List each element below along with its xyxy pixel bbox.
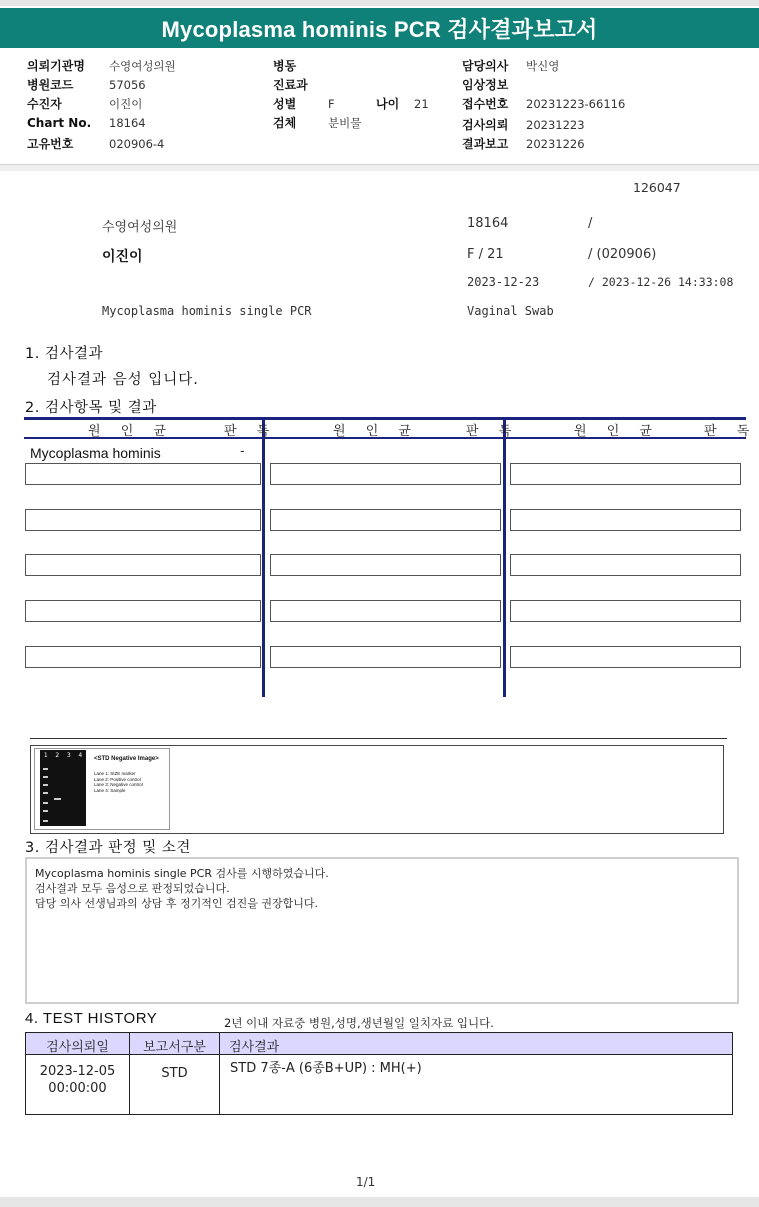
ladder-band	[43, 768, 48, 770]
header-label: 접수번호	[462, 97, 509, 111]
result-box	[270, 509, 501, 531]
info-slash: /	[588, 216, 593, 231]
result-box	[270, 463, 501, 485]
gel-legend-item: Lane 1: SIZE marker	[94, 771, 136, 776]
history-type: STD	[161, 1066, 188, 1081]
result-box	[510, 554, 741, 576]
col-header-pathogen-3: 원 인 균	[574, 424, 660, 439]
header-label: 고유번호	[27, 137, 74, 151]
gel-photo	[40, 750, 86, 826]
info-birth: / (020906)	[588, 247, 657, 262]
gel-top-rule	[30, 738, 727, 739]
age-value: 21	[414, 97, 429, 111]
result-box	[25, 600, 261, 622]
result-box	[25, 463, 261, 485]
table-col-divider-1	[262, 417, 265, 697]
section-4-title: 4. TEST HISTORY	[25, 1010, 158, 1027]
header-value: 이진이	[109, 97, 143, 111]
col-header-result-2: 판 독	[466, 424, 520, 439]
history-header-type: 보고서구분	[143, 1040, 206, 1055]
section-3-title: 3. 검사결과 판정 및 소견	[25, 840, 191, 856]
header-label: 수진자	[27, 97, 62, 111]
lane-number: 4	[78, 752, 83, 759]
result-box	[25, 646, 261, 668]
lane-number: 2	[55, 752, 60, 759]
opinion-line: 담당 의사 선생님과의 상담 후 정기적인 검진을 권장합니다.	[35, 897, 318, 910]
history-header-result: 검사결과	[229, 1040, 280, 1055]
info-test-name: Mycoplasma hominis single PCR	[102, 304, 312, 318]
age-label: 나이	[376, 97, 400, 111]
header-value: 박신영	[526, 59, 560, 73]
history-col-divider	[219, 1033, 220, 1114]
table-col-divider-2	[503, 417, 506, 697]
result-box	[510, 463, 741, 485]
col-header-result-1: 판 독	[224, 424, 278, 439]
lane-number: 1	[43, 752, 48, 759]
ladder-band	[43, 820, 48, 822]
info-patient-name: 이진이	[102, 249, 143, 265]
result-box	[25, 554, 261, 576]
gel-legend-item: Lane 2: Positive control	[94, 776, 141, 782]
header-label: 병원코드	[27, 78, 74, 92]
col-header-pathogen-2: 원 인 균	[333, 424, 419, 439]
col-header-pathogen-1: 원 인 균	[88, 424, 174, 439]
top-strip	[0, 0, 759, 6]
header-label: 병동	[273, 59, 297, 73]
header-value: 20231223-66116	[526, 97, 626, 111]
opinion-line: Mycoplasma hominis single PCR 검사를 시행하였습니다.	[35, 867, 329, 880]
info-request-date: 2023-12-23	[467, 275, 540, 289]
ladder-band	[43, 784, 48, 786]
header-value: 57056	[109, 78, 146, 92]
info-clinic: 수영여성의원	[102, 220, 178, 235]
info-specimen: Vaginal Swab	[467, 304, 554, 318]
page-number: 1/1	[356, 1175, 376, 1189]
header-col-2	[273, 57, 429, 133]
header-value: 20231223	[526, 118, 585, 132]
section-1-title: 1. 검사결과	[25, 346, 103, 362]
header-label: Chart No.	[27, 116, 92, 130]
header-col-1	[27, 57, 176, 154]
ladder-band	[43, 802, 48, 804]
result-box	[270, 600, 501, 622]
result-box	[270, 646, 501, 668]
gel-legend-item: Lane 4: Sample	[94, 787, 126, 793]
history-header-date: 검사의뢰일	[46, 1040, 109, 1055]
ladder-band	[43, 810, 48, 812]
report-title: Mycoplasma hominis PCR 검사결과보고서	[0, 8, 759, 48]
header-value: 020906-4	[109, 137, 165, 151]
opinion-line: 검사결과 모두 음성으로 판정되었습니다.	[35, 882, 230, 895]
info-sex-age: F / 21	[467, 247, 504, 262]
lane-number: 3	[66, 752, 71, 759]
gel-legend-item: Lane 3: Negative control	[94, 782, 143, 787]
pathogen-name: Mycoplasma hominis	[30, 445, 161, 461]
positive-band	[54, 798, 61, 800]
header-label: 의뢰기관명	[27, 59, 85, 73]
opinion-box	[25, 857, 739, 1004]
report-number: 126047	[633, 180, 681, 195]
header-value: 분비물	[328, 116, 362, 130]
header-value: 수영여성의원	[109, 59, 176, 73]
result-box	[270, 554, 501, 576]
header-value: 20231226	[526, 137, 585, 151]
history-result: STD 7종-A (6종B+UP) : MH(+)	[230, 1061, 422, 1076]
ladder-band	[43, 792, 48, 794]
gel-legend	[94, 771, 143, 793]
result-box	[510, 646, 741, 668]
info-report-datetime: / 2023-12-26 14:33:08	[588, 275, 734, 289]
col-header-result-3: 판 독	[704, 424, 758, 439]
header-divider-shade	[0, 165, 759, 171]
header-label: 담당의사	[462, 59, 509, 73]
gel-lane-numbers	[40, 752, 86, 759]
history-date: 2023-12-05	[39, 1064, 116, 1079]
ladder-band	[43, 776, 48, 778]
header-label: 임상정보	[462, 78, 509, 92]
section-2-title: 2. 검사항목 및 결과	[25, 400, 157, 416]
result-box	[25, 509, 261, 531]
header-label: 검사의뢰	[462, 118, 509, 132]
header-value: F	[328, 97, 335, 111]
header-col-3	[462, 57, 625, 154]
header-label: 검체	[273, 116, 297, 130]
result-box	[510, 509, 741, 531]
result-box	[510, 600, 741, 622]
pathogen-result: -	[240, 444, 245, 459]
section-1-text: 검사결과 음성 입니다.	[47, 372, 199, 388]
header-label: 결과보고	[462, 137, 509, 151]
info-chart: 18164	[467, 216, 509, 231]
header-value: 18164	[109, 116, 146, 130]
bottom-strip	[0, 1197, 759, 1207]
history-time: 00:00:00	[48, 1081, 107, 1096]
header-label: 진료과	[273, 78, 308, 92]
history-note: 2년 이내 자료중 병원,성명,생년월일 일치자료 입니다.	[224, 1016, 494, 1030]
gel-title: <STD Negative Image>	[94, 756, 159, 762]
header-label: 성별	[273, 97, 297, 111]
